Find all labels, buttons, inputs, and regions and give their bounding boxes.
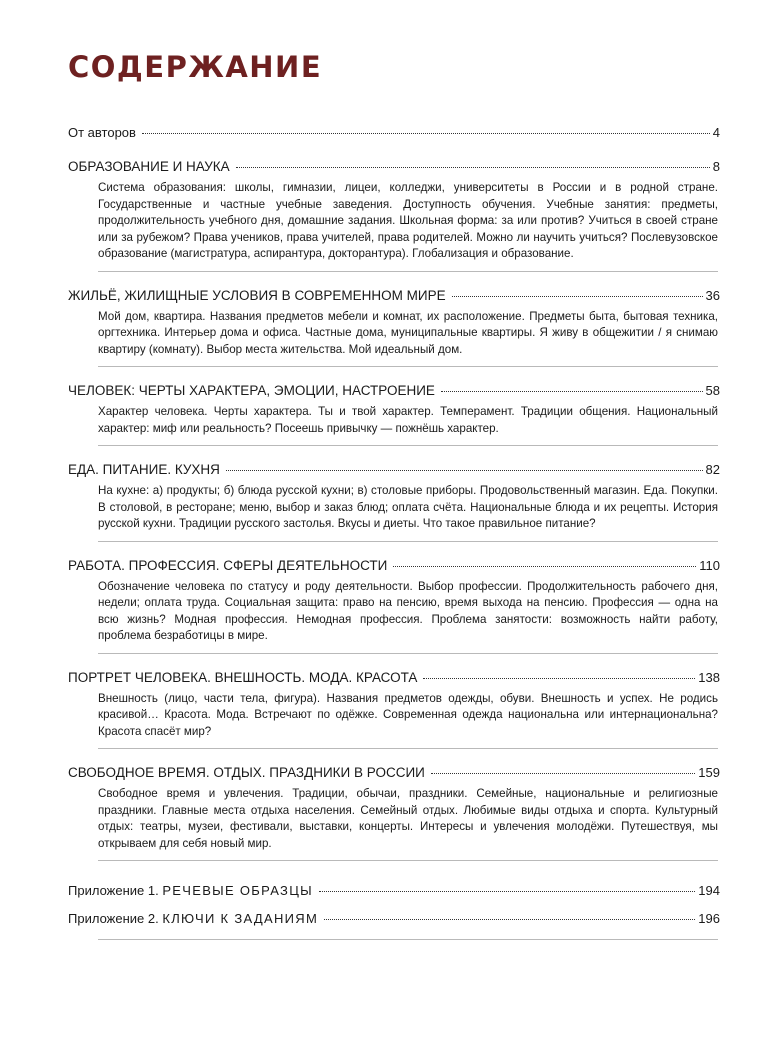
appendix-title: КЛЮЧИ К ЗАДАНИЯМ — [162, 911, 319, 926]
toc-section-description: Система образования: школы, гимназии, лицеи, колледжи, университеты в России и в родной стране. Государственные и частные учебные заведения. Доступность обучения. Учебные занятия: предметы, продолжительность учебного дня, домашние задания. Школьная форма: за или против? Учиться в своей стране или за рубежом? Права учеников, права учителей, права родителей. Можно ли научить учиться? Послевузовское образование (магистратура, аспирантура, докторантура). Глобализация и образование. — [98, 180, 718, 272]
table-of-contents — [68, 125, 720, 940]
dot-leader — [452, 296, 703, 297]
toc-page-number: 36 — [705, 287, 720, 303]
toc-appendix-entry[interactable] — [68, 911, 720, 927]
toc-section-title: ОБРАЗОВАНИЕ И НАУКА — [68, 159, 230, 174]
toc-section-heading[interactable] — [68, 288, 720, 304]
toc-section — [68, 159, 720, 272]
toc-section-title: СВОБОДНОЕ ВРЕМЯ. ОТДЫХ. ПРАЗДНИКИ В РОССИИ — [68, 765, 425, 780]
dot-leader — [324, 919, 695, 920]
toc-section-description: Обозначение человека по статусу и роду деятельности. Выбор профессии. Продолжительность рабочего дня, недели; оплата труда. Социальная защита: право на пенсию, время выхода на пенсию. Профессия — одна на всю жизнь? Модная профессия. Немодная профессия. Проблема занятости: возможность найти работу, проблема безработицы в мире. — [98, 579, 718, 654]
toc-page-number: 194 — [698, 883, 720, 898]
toc-section-description: Характер человека. Черты характера. Ты и твой характер. Темперамент. Традиции общения. Национальный характер: миф или реальность? Посеешь привычку — пожнёшь характер. — [98, 404, 718, 446]
toc-section-title: ЖИЛЬЁ, ЖИЛИЩНЫЕ УСЛОВИЯ В СОВРЕМЕННОМ МИРЕ — [68, 287, 446, 303]
toc-section-heading[interactable] — [68, 462, 720, 478]
dot-leader — [236, 167, 710, 168]
toc-section-title: ЧЕЛОВЕК: ЧЕРТЫ ХАРАКТЕРА, ЭМОЦИИ, НАСТРОЕНИЕ — [68, 383, 435, 398]
toc-section-title: ПОРТРЕТ ЧЕЛОВЕКА. ВНЕШНОСТЬ. МОДА. КРАСОТА — [68, 669, 418, 685]
appendix-prefix: Приложение 1. — [68, 883, 159, 898]
dot-leader — [441, 391, 703, 392]
dot-leader — [393, 566, 696, 567]
dot-leader — [142, 133, 710, 134]
toc-section-description: Внешность (лицо, части тела, фигура). Названия предметов одежды, обуви. Внешность и успех. Не родись красивой… Красота. Мода. Встречают по одёжке. Современная одежда национальна или интернациональна? Красота спасёт мир? — [98, 691, 718, 750]
toc-section-description: Мой дом, квартира. Названия предметов мебели и комнат, их расположение. Предметы быта, бытовая техника, оргтехника. Интерьер дома и офиса. Частные дома, муниципальные квартиры. Я живу в общежитии / я снимаю квартиру (комнату). Выбор места жительства. Мой идеальный дом. — [98, 309, 718, 368]
page-title: СОДЕРЖАНИЕ — [68, 50, 323, 84]
toc-page-number: 58 — [705, 383, 720, 398]
toc-section — [68, 383, 720, 446]
toc-appendix-label — [68, 911, 318, 927]
toc-section-heading[interactable] — [68, 383, 720, 399]
toc-appendices — [68, 883, 720, 940]
toc-appendix-label — [68, 883, 313, 899]
toc-page-number: 138 — [698, 669, 720, 685]
toc-section-heading[interactable] — [68, 670, 720, 686]
toc-section-heading[interactable] — [68, 558, 720, 574]
toc-entry-intro — [68, 125, 720, 141]
appendix-prefix: Приложение 2. — [68, 911, 159, 926]
toc-page-number: 8 — [712, 159, 720, 174]
toc-page — [68, 0, 720, 940]
appendix-title: РЕЧЕВЫЕ ОБРАЗЦЫ — [162, 883, 313, 898]
toc-section — [68, 765, 720, 861]
toc-entry-line[interactable] — [68, 125, 720, 141]
toc-section — [68, 462, 720, 542]
toc-section — [68, 558, 720, 654]
toc-section-title: РАБОТА. ПРОФЕССИЯ. СФЕРЫ ДЕЯТЕЛЬНОСТИ — [68, 557, 388, 573]
dot-leader — [431, 773, 695, 774]
toc-page-number: 82 — [705, 462, 720, 477]
dot-leader — [226, 470, 703, 471]
toc-section-description: Свободное время и увлечения. Традиции, обычаи, праздники. Семейные, национальные и религиозные праздники. Главные места отдыха населения. Семейный отдых. Любимые виды отдыха и спорта. Культурный отдых: театры, музеи, фестивали, выставки, концерты. Интересы и увлечения молодёжи. Путешествуя, мы открываем для себя новый мир. — [98, 786, 718, 861]
toc-page-number: 159 — [698, 765, 720, 780]
dot-leader — [423, 678, 695, 679]
toc-section-heading[interactable] — [68, 159, 720, 175]
toc-page-number: 4 — [712, 125, 720, 140]
toc-page-number: 110 — [699, 557, 720, 573]
toc-section-description: На кухне: а) продукты; б) блюда русской кухни; в) столовые приборы. Продовольственный магазин. Еда. Покупки. В столовой, в ресторане; меню, выбор и заказ блюд; оплата счёта. Национальные блюда и их рецепты. История русской кухни. Традиции русского застолья. Вкусы и диеты. Что такое правильное питание? — [98, 483, 718, 542]
toc-appendix-entry[interactable] — [68, 883, 720, 899]
toc-section-title: ЕДА. ПИТАНИЕ. КУХНЯ — [68, 462, 220, 477]
toc-page-number: 196 — [698, 911, 720, 926]
divider — [98, 939, 718, 940]
toc-section — [68, 670, 720, 750]
dot-leader — [319, 891, 695, 892]
toc-section — [68, 288, 720, 368]
toc-section-heading[interactable] — [68, 765, 720, 781]
toc-entry-label: От авторов — [68, 125, 136, 140]
